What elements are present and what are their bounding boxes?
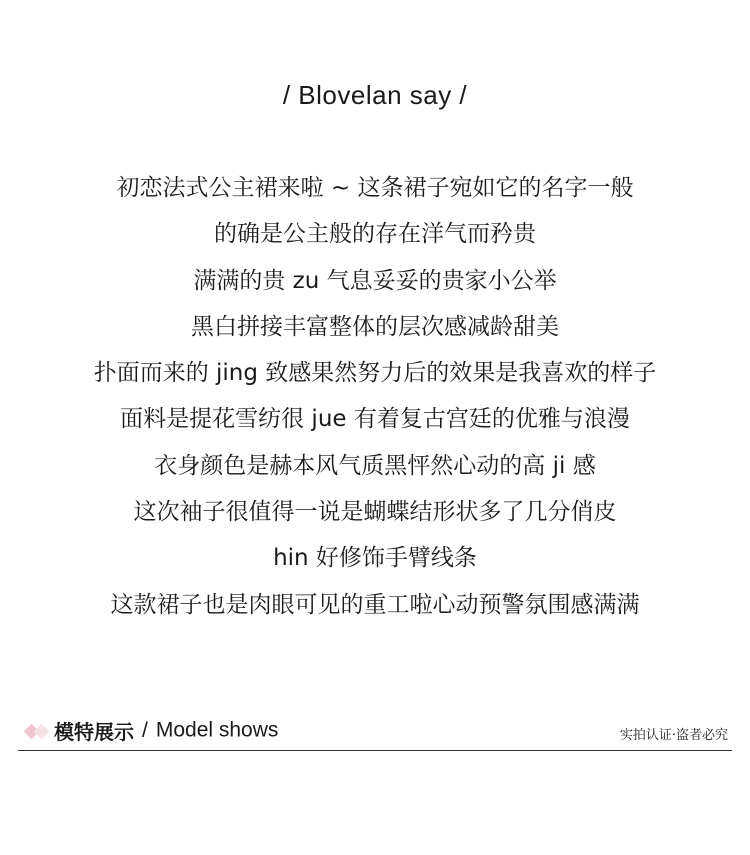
section-title (54, 716, 298, 746)
heading-block (0, 78, 750, 112)
authenticity-note: 实拍认证·盗者必究 (619, 728, 728, 743)
model-shows-header (18, 712, 732, 751)
story-line: 初恋法式公主裙来啦 ~ 这条裙子宛如它的名字一般 (105, 168, 646, 208)
story-line: 黑白拼接丰富整体的层次感减龄甜美 (179, 307, 571, 347)
story-line-row (0, 307, 750, 353)
story-line-row (0, 446, 750, 492)
story-line: 的确是公主般的存在洋气而矜贵 (214, 221, 536, 248)
story-line: 这款裙子也是肉眼可见的重工啦心动预警氛围感满满 (110, 591, 640, 618)
story-line-row (0, 538, 750, 584)
section-heading: / Blovelan say / (249, 78, 501, 112)
story-line: 面料是提花雪纺很 jue 有着复古宫廷的优雅与浪漫 (108, 399, 642, 439)
story-line: hin 好修饰手臂线条 (273, 545, 477, 572)
story-line-row (0, 399, 750, 445)
section-title-cn: 模特展示 (54, 720, 134, 744)
story-line: 衣身颜色是赫本风气质黑怦然心动的高 ji 感 (154, 452, 596, 479)
story-text (0, 168, 750, 631)
story-line-row (0, 168, 750, 214)
story-line-row (0, 585, 750, 631)
section-title-en: Model shows (155, 718, 279, 742)
story-line: 扑面而来的 jing 致感果然努力后的效果是我喜欢的样子 (93, 360, 657, 387)
story-line-row (0, 492, 750, 538)
story-line-row (0, 261, 750, 307)
diamond-icon (34, 724, 50, 740)
story-line-row (0, 214, 750, 260)
story-line: 这次袖子很值得一说是蝴蝶结形状多了几分俏皮 (133, 499, 617, 526)
story-line: 满满的贵 zu 气息妥妥的贵家小公举 (193, 267, 557, 294)
story-line-row (0, 353, 750, 399)
section-title-separator: / (142, 718, 148, 742)
